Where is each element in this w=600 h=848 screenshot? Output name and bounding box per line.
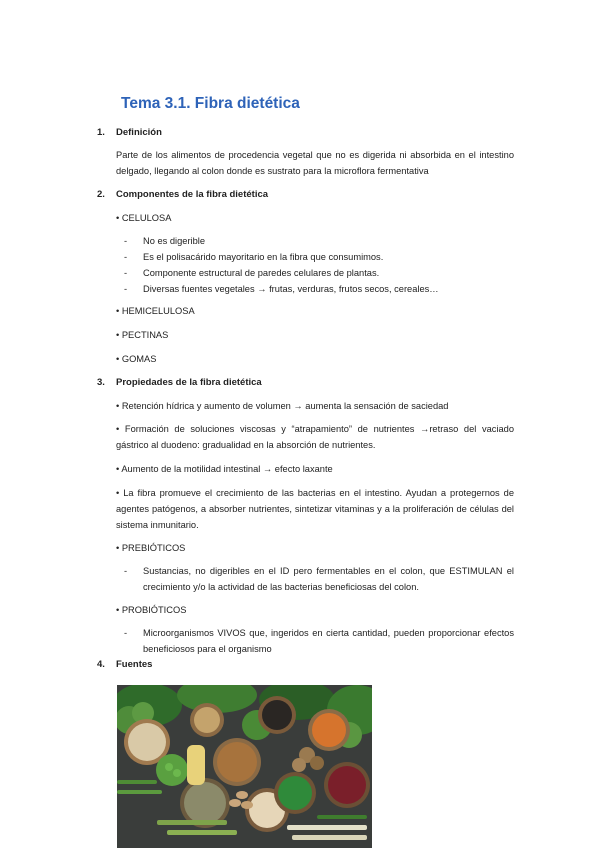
- celulosa-item: Diversas fuentes vegetales → frutas, verduras, frutos secos, cereales…: [143, 284, 439, 294]
- celulosa-item: No es digerible: [143, 236, 206, 246]
- bullet-bacterias: • La fibra promueve el crecimiento de las bacterias en el intestino. Ayudan a protegernos de agentes patógenos, a absorber nutrientes, sintetizar vitaminas y a la proliferación de células del sistema inmunitario.: [116, 488, 514, 530]
- section-number: 3.: [97, 377, 105, 388]
- probioticos-item: Microorganismos VIVOS que, ingeridos en cierta cantidad, pueden proporcionar efectos beneficiosos para el organismo: [143, 628, 514, 654]
- section-number: 4.: [97, 659, 105, 670]
- bullet-celulosa: • CELULOSA: [116, 213, 172, 223]
- dash-marker: -: [124, 236, 128, 246]
- bullet-probioticos: • PROBIÓTICOS: [116, 605, 187, 615]
- celulosa-item: Es el polisacárido mayoritario en la fibra que consumimos.: [143, 252, 384, 262]
- dash-marker: -: [124, 628, 128, 638]
- bullet-hemicelulosa: • HEMICELULOSA: [116, 306, 195, 316]
- bullet-gomas: • GOMAS: [116, 354, 157, 364]
- page-title: Tema 3.1. Fibra dietética: [121, 95, 300, 112]
- section-number: 2.: [97, 189, 105, 200]
- definicion-paragraph: Parte de los alimentos de procedencia vegetal que no es digerida ni absorbida en el intestino delgado, llegando al colon donde es sustrato para la microflora fermentativa: [116, 150, 514, 176]
- bullet-pectinas: • PECTINAS: [116, 330, 169, 340]
- section-heading-componentes: Componentes de la fibra dietética: [116, 189, 269, 200]
- dash-marker: -: [124, 284, 128, 294]
- dash-marker: -: [124, 268, 128, 278]
- fiber-foods-photo: [117, 685, 372, 848]
- section-heading-propiedades: Propiedades de la fibra dietética: [116, 377, 262, 388]
- dash-marker: -: [124, 566, 128, 576]
- bullet-retencion: • Retención hídrica y aumento de volumen → aumenta la sensación de saciedad: [116, 401, 449, 411]
- celulosa-item: Componente estructural de paredes celulares de plantas.: [143, 268, 380, 278]
- bullet-formacion: • Formación de soluciones viscosas y “atrapamiento” de nutrientes →retraso del vaciado gástrico al duodeno: gradualidad en la absorción de nutrientes.: [116, 424, 514, 450]
- section-heading-definicion: Definición: [116, 127, 162, 138]
- section-number: 1.: [97, 127, 105, 138]
- section-heading-fuentes: Fuentes: [116, 659, 153, 670]
- fiber-foods-illustration: [117, 685, 372, 848]
- dash-marker: -: [124, 252, 128, 262]
- prebioticos-item: Sustancias, no digeribles en el ID pero fermentables en el colon, que ESTIMULAN el crecimiento y/o la actividad de las bacterias beneficiosas del colon.: [143, 566, 514, 592]
- bullet-motilidad: • Aumento de la motilidad intestinal → efecto laxante: [116, 464, 333, 474]
- bullet-prebioticos: • PREBIÓTICOS: [116, 543, 186, 553]
